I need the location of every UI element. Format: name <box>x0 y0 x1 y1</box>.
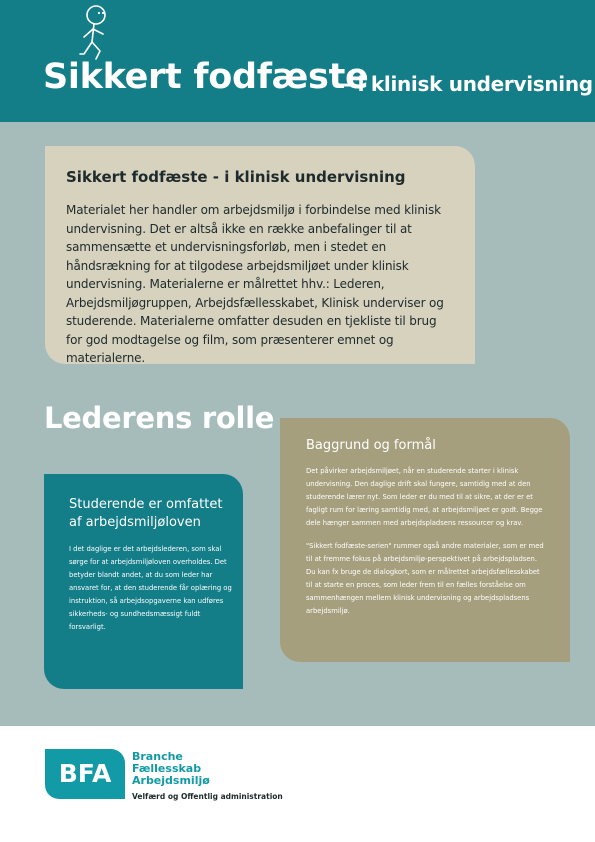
logo-wordmark <box>132 751 210 787</box>
bfa-logo: BFA <box>45 749 125 799</box>
logo-line: Fællesskab <box>132 762 202 775</box>
students-box <box>44 474 243 689</box>
students-body: I det daglige er det arbejdslederen, som skal sørge for at arbejdsmiljøloven overholdes. Det betyder blandt andet, at du som leder har ansvaret for, at den studerende får oplæring og instruktion, så arbejdsopgaverne kan udføres sikkerheds- og sundhedsmæssigt fuldt forsvarligt. <box>69 545 232 631</box>
intro-box <box>45 146 475 364</box>
logo-tagline: Velfærd og Offentlig administration <box>132 792 283 801</box>
page-subtitle: - i klinisk undervisning <box>343 72 593 96</box>
purpose-paragraph: Det påvirker arbejdsmiljøet, når en studerende starter i klinisk undervisning. Den daglige drift skal fungere, samtidig med at den studerende lærer nyt. Som leder er du med til at sikre, at der er et fagligt rum for læring samtidig med, at arbejdsmiljøet er godt. Begge dele hænger sammen med arbejdspladsens ressourcer og krav. <box>306 467 543 527</box>
intro-heading: Sikkert fodfæste - i klinisk undervisning <box>66 168 406 186</box>
logo-line: Branche <box>132 750 183 763</box>
footer <box>0 726 595 842</box>
intro-body: Materialet her handler om arbejdsmiljø i forbindelse med klinisk undervisning. Det er altså ikke en række anbefalinger til at sammensætte et undervisningsforløb, men i stedet en håndsrækning for at tilgodese arbejdsmiljøet under klinisk undervisning. Materialerne er målrettet hhv.: Lederen, Arbejdsmiljøgruppen, Arbejdsfællesskabet, Klinisk underviser og studerende. Materialerne omfatter desuden en tjekliste til brug for god modtagelse og film, som præsenterer emnet og materialerne. <box>66 203 444 365</box>
purpose-paragraph: "Sikkert fodfæste-serien" rummer også andre materialer, som er med til at fremme fokus på arbejdsmiljø-perspektivet på arbejdspladsen. Du kan fx bruge de dialogkort, som er målrettet arbejdsfællesskabet til at starte en proces, som leder frem til en fælles forståelse om sammenhængen mellem klinisk undervisning og arbejdspladsens arbejdsmiljø. <box>306 542 544 615</box>
students-heading: Studerende er omfattet af arbejdsmiljøloven <box>69 497 223 530</box>
walking-stick-figure-icon <box>76 4 120 62</box>
page-title: Sikkert fodfæste <box>43 57 369 97</box>
section-heading: Lederens rolle <box>44 401 275 435</box>
logo-line: Arbejdsmiljø <box>132 774 210 787</box>
purpose-heading: Baggrund og formål <box>306 438 436 453</box>
purpose-box <box>280 418 570 662</box>
header-banner <box>0 0 595 122</box>
